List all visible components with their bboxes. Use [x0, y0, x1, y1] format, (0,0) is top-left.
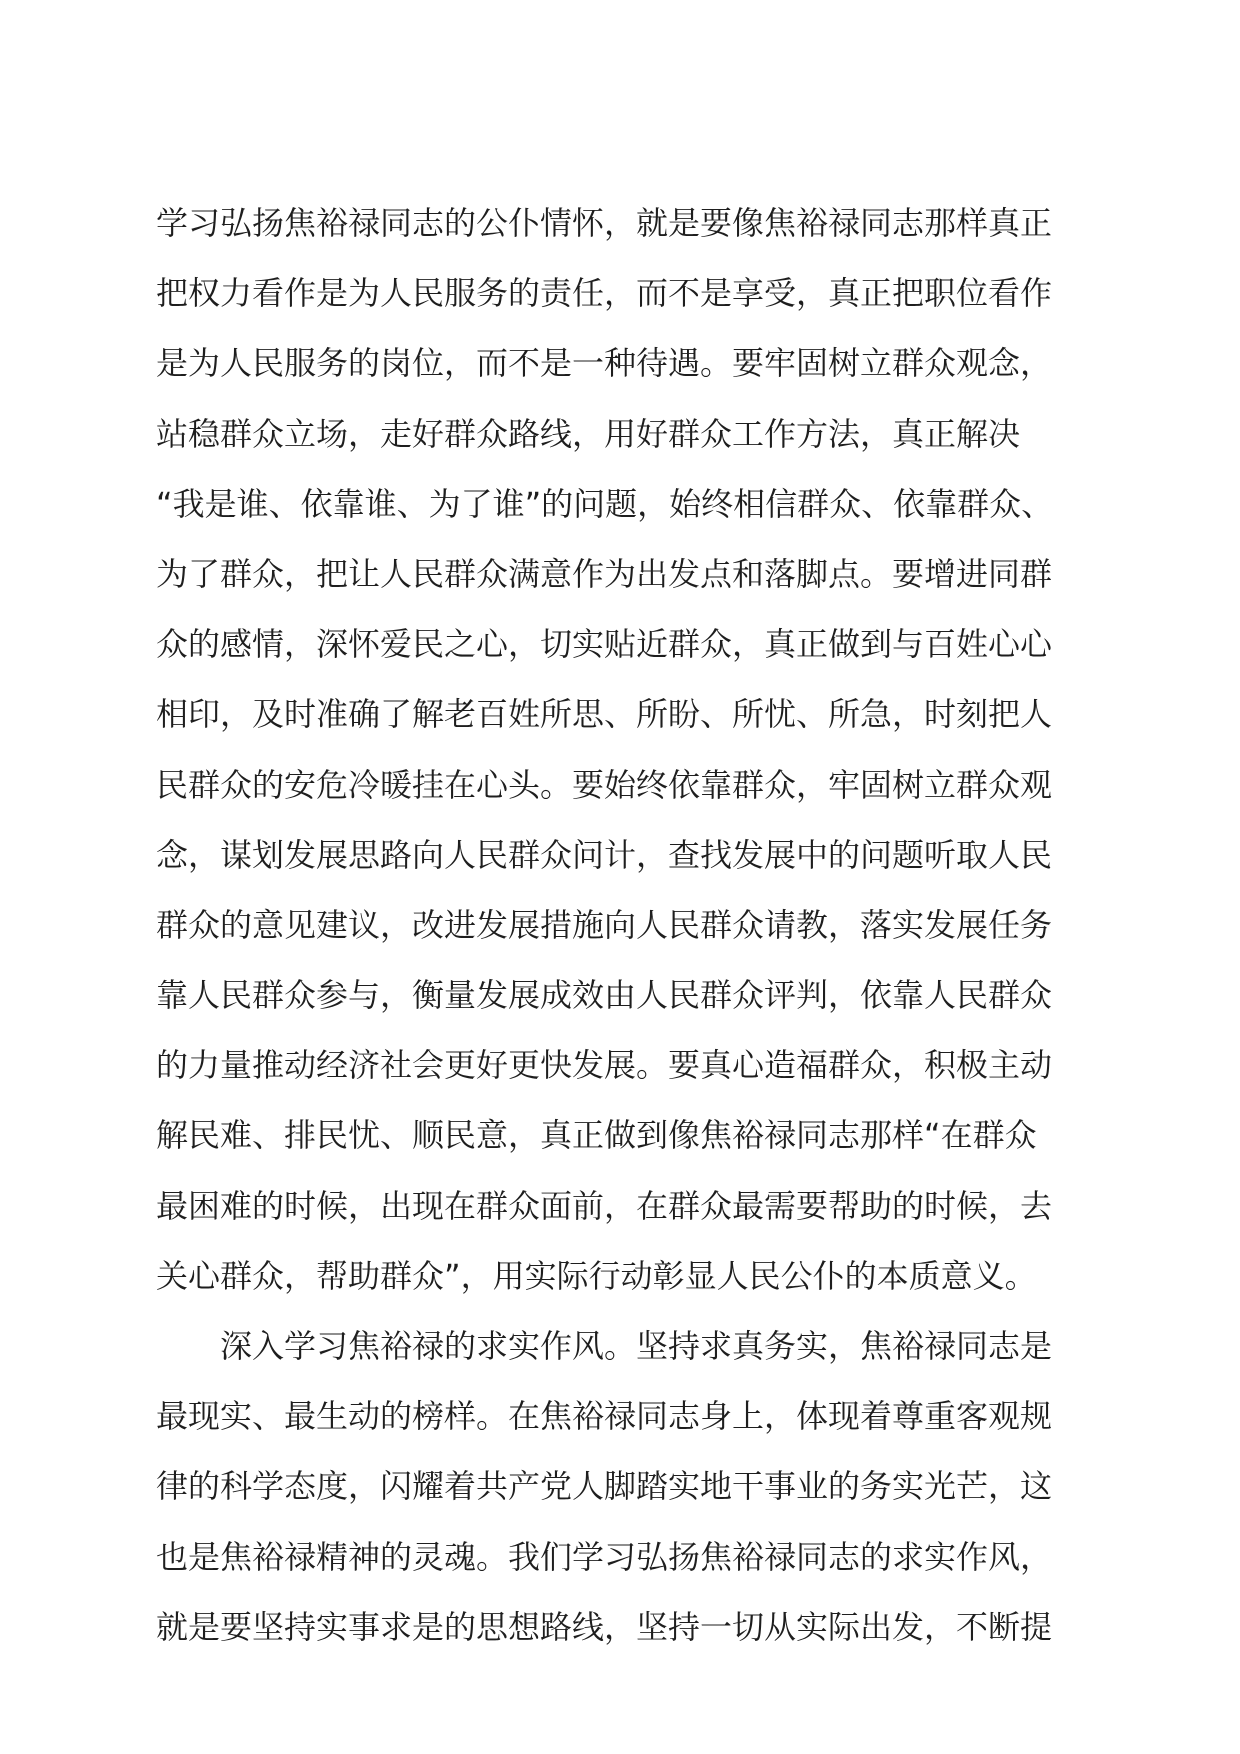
- text-line: “我是谁、依靠谁、为了谁”的问题，始终相信群众、依靠群众、: [156, 484, 1054, 523]
- text-line: 民群众的安危冷暖挂在心头。要始终依靠群众，牢固树立群众观: [156, 765, 1053, 804]
- text-line: 最现实、最生动的榜样。在焦裕禄同志身上，体现着尊重客观规: [156, 1397, 1053, 1436]
- text-line: 靠人民群众参与，衡量发展成效由人民群众评判，依靠人民群众: [156, 976, 1053, 1015]
- text-line: 也是焦裕禄精神的灵魂。我们学习弘扬焦裕禄同志的求实作风，: [156, 1537, 1053, 1576]
- text-line: 的力量推动经济社会更好更快发展。要真心造福群众，积极主动: [156, 1046, 1053, 1085]
- text-line: 站稳群众立场，走好群众路线，用好群众工作方法，真正解决: [156, 414, 1021, 453]
- text-line: 就是要坚持实事求是的思想路线，坚持一切从实际出发，不断提: [156, 1607, 1053, 1646]
- text-line: 关心群众，帮助群众”，用实际行动彰显人民公仆的本质意义。: [156, 1256, 1037, 1295]
- text-line: 群众的意见建议，改进发展措施向人民群众请教，落实发展任务: [156, 905, 1053, 944]
- text-line: 学习弘扬焦裕禄同志的公仆情怀，就是要像焦裕禄同志那样真正: [156, 204, 1053, 242]
- text-line: 把权力看作是为人民服务的责任，而不是享受，真正把职位看作: [156, 274, 1053, 313]
- text-line: 最困难的时候，出现在群众面前，在群众最需要帮助的时候，去: [156, 1186, 1053, 1225]
- body-text: [156, 188, 1076, 1662]
- text-line: 解民难、排民忧、顺民意，真正做到像焦裕禄同志那样“在群众: [156, 1116, 1037, 1155]
- text-line: 众的感情，深怀爱民之心，切实贴近群众，真正做到与百姓心心: [156, 625, 1053, 664]
- text-line: 律的科学态度，闪耀着共产党人脚踏实地干事业的务实光芒，这: [156, 1467, 1053, 1506]
- text-line: 为了群众，把让人民群众满意作为出发点和落脚点。要增进同群: [156, 554, 1053, 593]
- text-line: 是为人民服务的岗位，而不是一种待遇。要牢固树立群众观念，: [156, 344, 1053, 383]
- text-line: 相印，及时准确了解老百姓所思、所盼、所忧、所急，时刻把人: [156, 695, 1053, 734]
- text-line: 念，谋划发展思路向人民群众问计，查找发展中的问题听取人民: [156, 835, 1053, 874]
- paragraph-start-line: 深入学习焦裕禄的求实作风。坚持求真务实，焦裕禄同志是: [220, 1327, 1053, 1365]
